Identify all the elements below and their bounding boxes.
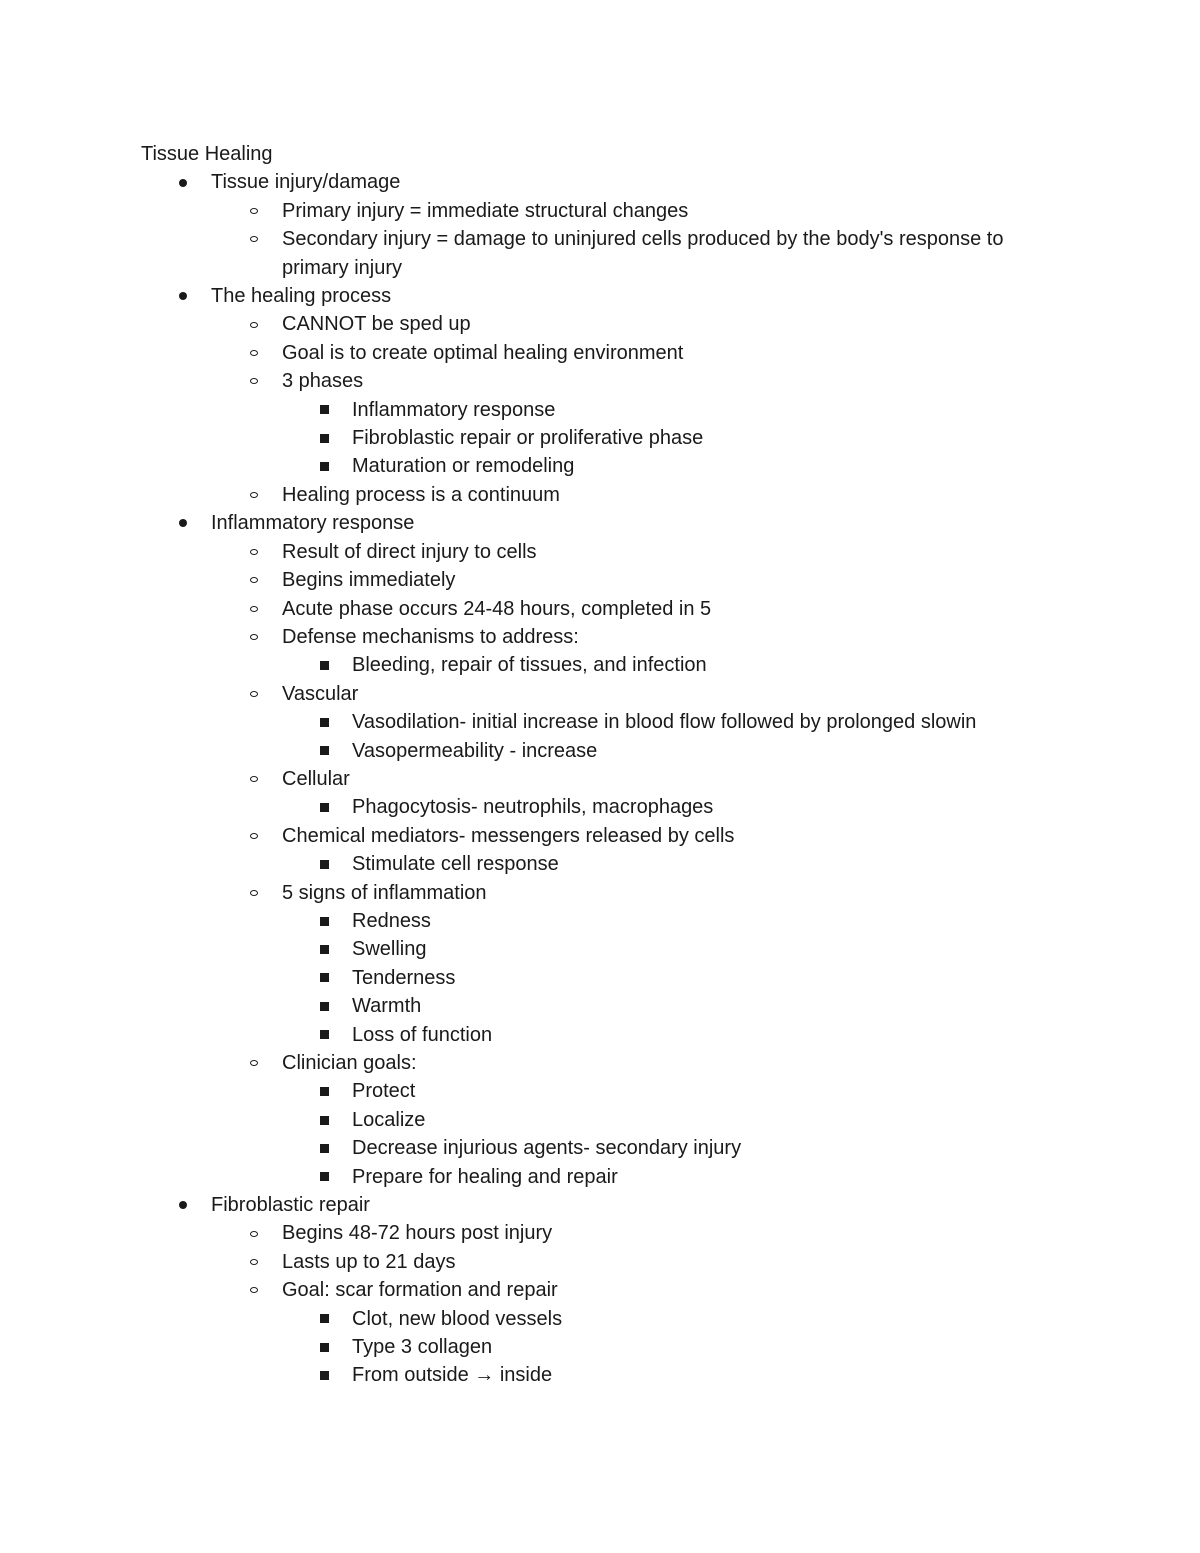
outline-item-level-3 — [141, 452, 1061, 480]
outline-item-level-3 — [141, 424, 1061, 452]
outline-item-text: Prepare for healing and repair — [352, 1165, 618, 1188]
outline-item-level-3 — [141, 907, 1061, 935]
hollow-circle-bullet-icon — [244, 680, 264, 708]
outline-item-text: From outside → inside — [352, 1364, 553, 1387]
outline-item-text: Tissue injury/damage — [211, 171, 401, 194]
outline-item-level-2 — [141, 1248, 1061, 1276]
hollow-circle-bullet-icon — [244, 879, 264, 907]
outline-item-level-2 — [141, 623, 1061, 651]
outline-item-level-2 — [141, 765, 1061, 793]
outline-item-text: Localize — [352, 1108, 426, 1131]
outline-item-text: Vascular — [282, 682, 359, 705]
filled-circle-bullet-icon — [173, 282, 193, 310]
outline-item-level-2 — [141, 225, 1061, 282]
outline-item-text: Cellular — [282, 767, 350, 790]
outline-item-level-3 — [141, 737, 1061, 765]
filled-square-bullet-icon — [314, 1077, 334, 1105]
outline-item-level-3 — [141, 1106, 1061, 1134]
outline-item-text: Phagocytosis- neutrophils, macrophages — [352, 796, 714, 819]
outline-item-text: 3 phases — [282, 370, 364, 393]
outline-item-level-2 — [141, 595, 1061, 623]
outline-item-text: Healing process is a continuum — [282, 483, 560, 506]
hollow-circle-bullet-icon — [244, 538, 264, 566]
outline-item-level-3 — [141, 396, 1061, 424]
outline-item-level-2 — [141, 367, 1061, 395]
outline-item-text: Lasts up to 21 days — [282, 1250, 456, 1273]
outline-item-text: Chemical mediators- messengers released by cells — [282, 824, 735, 847]
filled-square-bullet-icon — [314, 452, 334, 480]
bullet-outline — [141, 168, 1061, 1389]
outline-item-text: Redness — [352, 909, 431, 932]
outline-item-text: Goal is to create optimal healing environment — [282, 341, 684, 364]
outline-item-text: Vasodilation- initial increase in blood flow followed by prolonged slowin — [352, 711, 977, 734]
hollow-circle-bullet-icon — [244, 623, 264, 651]
outline-item-level-2 — [141, 538, 1061, 566]
filled-square-bullet-icon — [314, 992, 334, 1020]
outline-item-level-3 — [141, 1163, 1061, 1191]
outline-item-text: Primary injury = immediate structural changes — [282, 199, 689, 222]
outline-item-text: Bleeding, repair of tissues, and infection — [352, 654, 707, 677]
hollow-circle-bullet-icon — [244, 1276, 264, 1304]
outline-item-text: Inflammatory response — [211, 512, 415, 535]
outline-item-text: Defense mechanisms to address: — [282, 625, 579, 648]
filled-circle-bullet-icon — [173, 509, 193, 537]
outline-item-text: Goal: scar formation and repair — [282, 1279, 558, 1302]
outline-item-level-1 — [141, 509, 1061, 537]
outline-item-text: Clot, new blood vessels — [352, 1307, 563, 1330]
filled-square-bullet-icon — [314, 1333, 334, 1361]
outline-item-text: Maturation or remodeling — [352, 455, 575, 478]
outline-item-text: Result of direct injury to cells — [282, 540, 537, 563]
outline-item-level-2 — [141, 1276, 1061, 1304]
outline-item-level-3 — [141, 964, 1061, 992]
filled-square-bullet-icon — [314, 964, 334, 992]
outline-item-text: Clinician goals: — [282, 1052, 417, 1074]
outline-item-level-3 — [141, 651, 1061, 679]
filled-square-bullet-icon — [314, 396, 334, 424]
hollow-circle-bullet-icon — [244, 197, 264, 225]
filled-square-bullet-icon — [314, 1163, 334, 1191]
hollow-circle-bullet-icon — [244, 765, 264, 793]
outline-item-level-3 — [141, 1305, 1061, 1333]
outline-item-text: 5 signs of inflammation — [282, 881, 487, 904]
filled-square-bullet-icon — [314, 1134, 334, 1162]
outline-item-level-2 — [141, 310, 1061, 338]
filled-square-bullet-icon — [314, 907, 334, 935]
outline-item-level-2 — [141, 879, 1061, 907]
outline-item-level-2 — [141, 822, 1061, 850]
hollow-circle-bullet-icon — [244, 310, 264, 338]
outline-item-level-2 — [141, 566, 1061, 594]
outline-item-level-3 — [141, 793, 1061, 821]
outline-item-text: Type 3 collagen — [352, 1336, 493, 1359]
outline-item-level-2 — [141, 339, 1061, 367]
outline-item-level-3 — [141, 935, 1061, 963]
filled-square-bullet-icon — [314, 1305, 334, 1333]
outline-item-text: Secondary injury = damage to uninjured cells produced by the body's response to primary injury — [282, 228, 1004, 279]
filled-circle-bullet-icon — [173, 168, 193, 196]
outline-item-level-3 — [141, 1134, 1061, 1162]
outline-item-text: Protect — [352, 1080, 416, 1103]
hollow-circle-bullet-icon — [244, 339, 264, 367]
filled-square-bullet-icon — [314, 850, 334, 878]
outline-item-level-2 — [141, 680, 1061, 708]
outline-item-text: Warmth — [352, 995, 422, 1018]
document-body — [141, 140, 1061, 1390]
hollow-circle-bullet-icon — [244, 1248, 264, 1276]
outline-item-level-2 — [141, 1219, 1061, 1247]
hollow-circle-bullet-icon — [244, 1049, 264, 1077]
filled-square-bullet-icon — [314, 708, 334, 736]
outline-item-text: Tenderness — [352, 966, 456, 989]
outline-item-text: Begins immediately — [282, 569, 456, 592]
outline-item-level-3 — [141, 850, 1061, 878]
outline-item-level-2 — [141, 481, 1061, 509]
filled-square-bullet-icon — [314, 1361, 334, 1389]
outline-item-level-3 — [141, 1077, 1061, 1105]
outline-item-text: Acute phase occurs 24-48 hours, completed in 5 — [282, 597, 712, 620]
outline-item-level-1 — [141, 168, 1061, 196]
outline-item-text: Fibroblastic repair or proliferative phase — [352, 427, 704, 450]
outline-item-text: Loss of function — [352, 1023, 493, 1046]
outline-item-level-1 — [141, 1191, 1061, 1219]
outline-item-text: Vasopermeability - increase — [352, 739, 598, 762]
hollow-circle-bullet-icon — [244, 481, 264, 509]
document-title: Tissue Healing — [141, 143, 273, 165]
filled-square-bullet-icon — [314, 793, 334, 821]
outline-item-text: Decrease injurious agents- secondary injury — [352, 1137, 742, 1160]
filled-square-bullet-icon — [314, 651, 334, 679]
filled-square-bullet-icon — [314, 424, 334, 452]
outline-item-text: The healing process — [211, 285, 392, 308]
hollow-circle-bullet-icon — [244, 225, 264, 253]
filled-square-bullet-icon — [314, 737, 334, 765]
outline-item-level-2 — [141, 197, 1061, 225]
outline-item-level-3 — [141, 1361, 1061, 1389]
outline-item-level-3 — [141, 992, 1061, 1020]
outline-item-level-1 — [141, 282, 1061, 310]
hollow-circle-bullet-icon — [244, 367, 264, 395]
filled-square-bullet-icon — [314, 935, 334, 963]
filled-square-bullet-icon — [314, 1106, 334, 1134]
outline-item-text: Stimulate cell response — [352, 853, 559, 876]
outline-item-level-2 — [141, 1049, 1061, 1077]
hollow-circle-bullet-icon — [244, 1219, 264, 1247]
outline-item-text: CANNOT be sped up — [282, 313, 471, 336]
hollow-circle-bullet-icon — [244, 566, 264, 594]
filled-square-bullet-icon — [314, 1021, 334, 1049]
outline-item-level-3 — [141, 1021, 1061, 1049]
hollow-circle-bullet-icon — [244, 595, 264, 623]
outline-item-text: Inflammatory response — [352, 398, 556, 421]
outline-item-level-3 — [141, 1333, 1061, 1361]
hollow-circle-bullet-icon — [244, 822, 264, 850]
outline-item-text: Fibroblastic repair — [211, 1194, 370, 1217]
outline-item-text: Begins 48-72 hours post injury — [282, 1222, 553, 1245]
outline-item-level-3 — [141, 708, 1061, 736]
filled-circle-bullet-icon — [173, 1191, 193, 1219]
outline-item-text: Swelling — [352, 938, 427, 961]
